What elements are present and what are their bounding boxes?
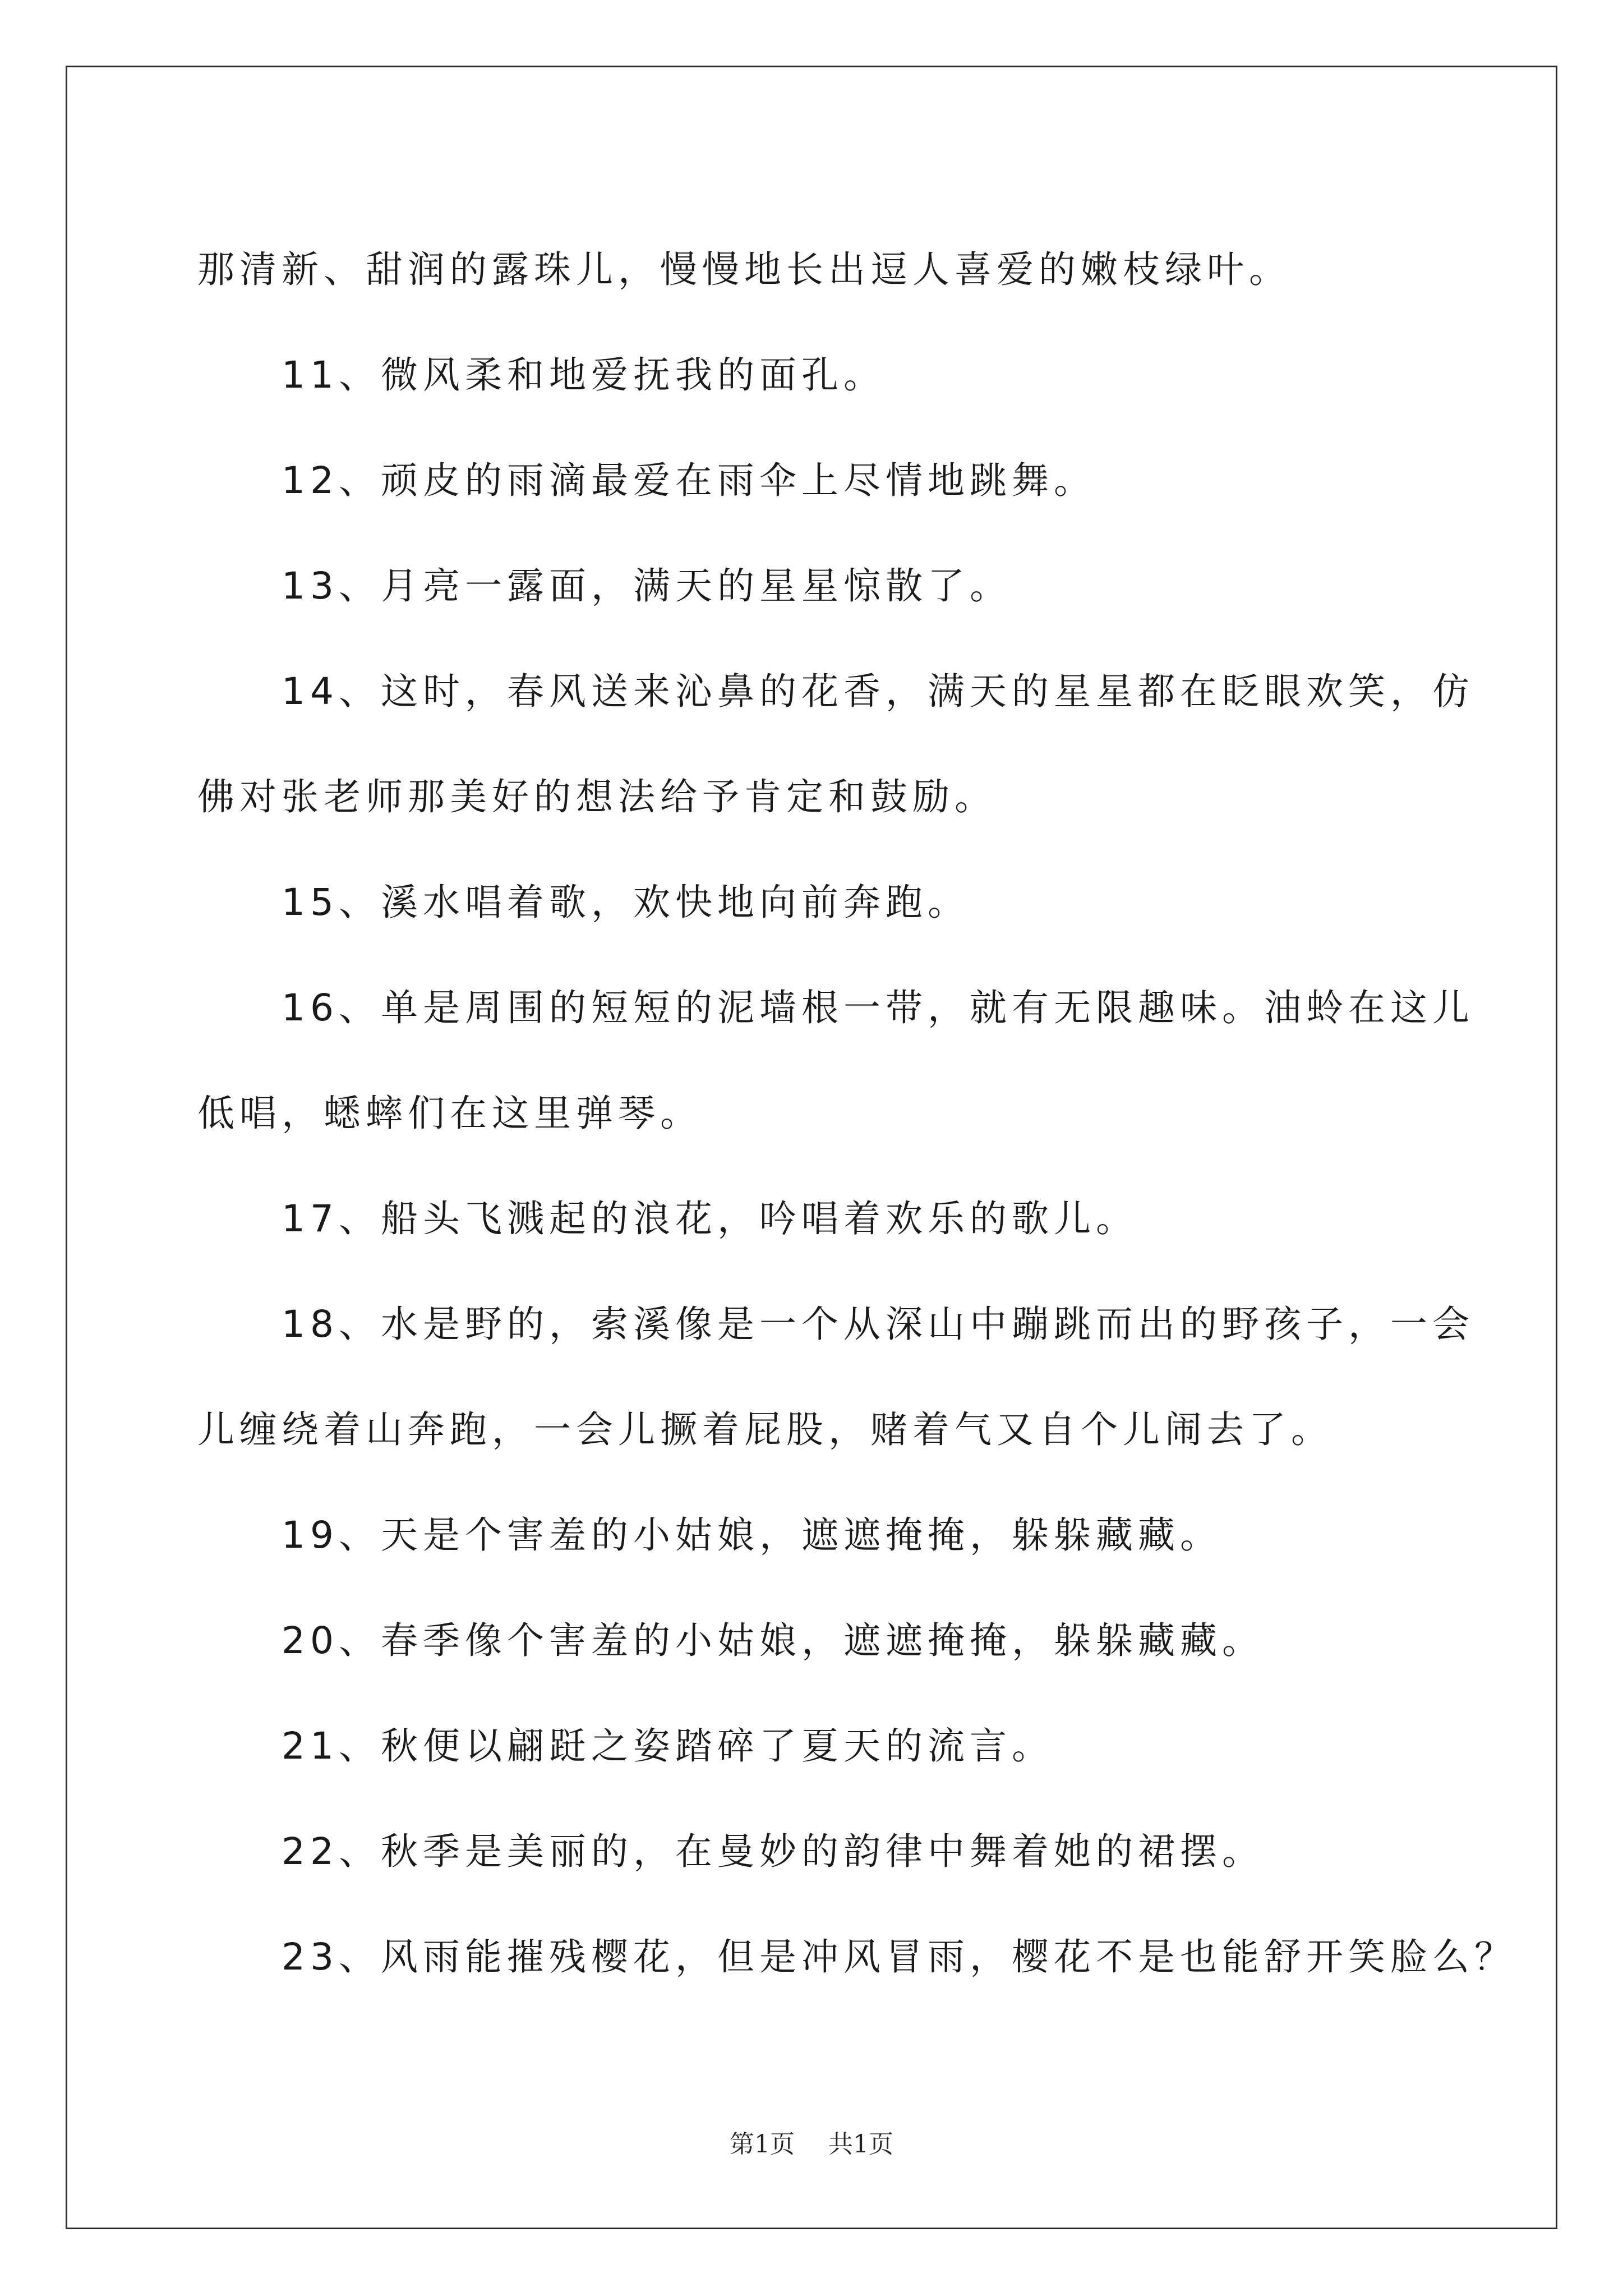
paragraph: 15、溪水唱着歌，欢快地向前奔跑。 bbox=[282, 881, 970, 924]
paragraph: 16、单是周围的短短的泥墙根一带，就有无限趣味。油蛉在这儿 bbox=[282, 986, 1474, 1029]
paragraph: 20、春季像个害羞的小姑娘，遮遮掩掩，躲躲藏藏。 bbox=[282, 1619, 1264, 1662]
paragraph: 12、顽皮的雨滴最爱在雨伞上尽情地跳舞。 bbox=[282, 459, 1096, 502]
paragraph: 儿缠绕着山奔跑，一会儿撅着屁股，赌着气又自个儿闹去了。 bbox=[197, 1408, 1333, 1451]
paragraph: 11、微风柔和地爱抚我的面孔。 bbox=[282, 353, 886, 397]
page-footer bbox=[0, 2124, 1623, 2160]
paragraph: 佛对张老师那美好的想法给予肯定和鼓励。 bbox=[197, 775, 997, 818]
document-body bbox=[197, 217, 1516, 2010]
paragraph: 那清新、甜润的露珠儿，慢慢地长出逗人喜爱的嫩枝绿叶。 bbox=[197, 248, 1291, 291]
paragraph: 22、秋季是美丽的，在曼妙的韵律中舞着她的裙摆。 bbox=[282, 1830, 1264, 1873]
paragraph: 低唱，蟋蟀们在这里弹琴。 bbox=[197, 1092, 702, 1135]
page-total: 共1页 bbox=[828, 2130, 893, 2159]
paragraph: 23、风雨能摧残樱花，但是冲风冒雨，樱花不是也能舒开笑脸么？ bbox=[282, 1935, 1516, 1978]
paragraph: 13、月亮一露面，满天的星星惊散了。 bbox=[282, 564, 1012, 608]
paragraph: 21、秋便以翩跹之姿踏碎了夏天的流言。 bbox=[282, 1724, 1054, 1768]
paragraph: 14、这时，春风送来沁鼻的花香，满天的星星都在眨眼欢笑，仿 bbox=[282, 670, 1474, 713]
paragraph: 18、水是野的，索溪像是一个从深山中蹦跳而出的野孩子，一会 bbox=[282, 1303, 1474, 1346]
paragraph: 17、船头飞溅起的浪花，吟唱着欢乐的歌儿。 bbox=[282, 1197, 1138, 1240]
paragraph: 19、天是个害羞的小姑娘，遮遮掩掩，躲躲藏藏。 bbox=[282, 1513, 1222, 1557]
page-number: 第1页 bbox=[730, 2130, 795, 2159]
